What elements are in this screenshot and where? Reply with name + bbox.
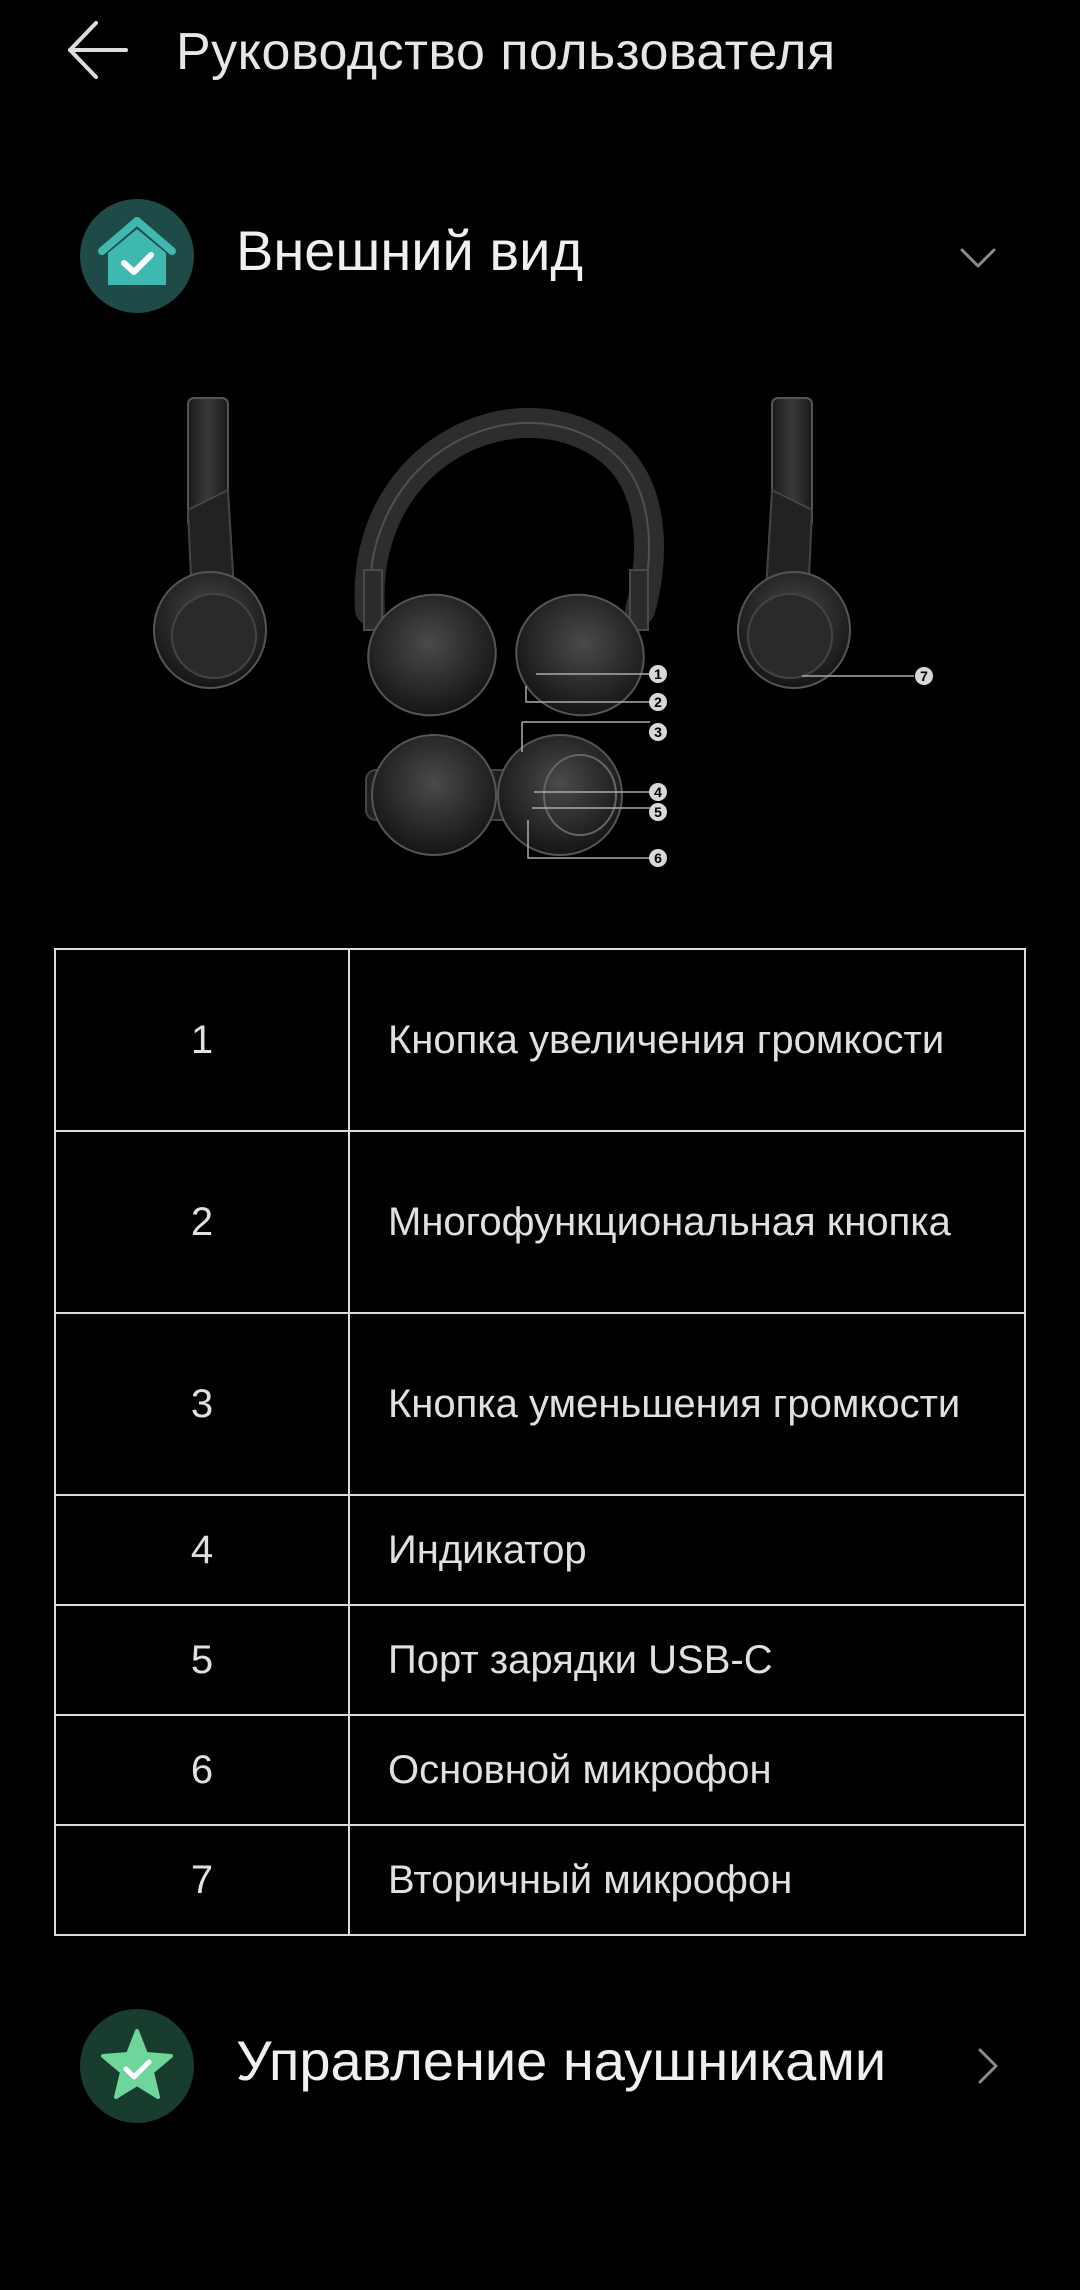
- table-row: [55, 1313, 1025, 1495]
- callout-label-2: 2: [654, 694, 662, 710]
- part-number: 5: [55, 1605, 349, 1715]
- table-row: [55, 1605, 1025, 1715]
- part-description: Кнопка уменьшения громкости: [349, 1313, 1025, 1495]
- headphones-side-right: [738, 398, 850, 688]
- table-row: [55, 1495, 1025, 1605]
- headphones-diagram: [140, 390, 960, 890]
- part-description: Кнопка увеличения громкости: [349, 949, 1025, 1131]
- back-button[interactable]: [60, 15, 140, 85]
- callout-label-5: 5: [654, 804, 662, 820]
- chevron-down-icon[interactable]: [958, 244, 998, 272]
- part-description: Основной микрофон: [349, 1715, 1025, 1825]
- part-number: 3: [55, 1313, 349, 1495]
- callout-label-1: 1: [654, 666, 662, 682]
- callout-label-6: 6: [654, 850, 662, 866]
- headphones-side-left: [154, 398, 266, 688]
- home-check-icon: [80, 199, 194, 313]
- section-title: Внешний вид: [236, 219, 584, 282]
- app-header: [0, 0, 1080, 110]
- section-title: Управление наушниками: [236, 2029, 887, 2092]
- part-number: 7: [55, 1825, 349, 1935]
- callout-label-4: 4: [654, 784, 662, 800]
- callout-label-7: 7: [920, 668, 928, 684]
- headphones-front: [355, 423, 658, 730]
- page-title: Руководство пользователя: [176, 23, 836, 81]
- part-description: Индикатор: [349, 1495, 1025, 1605]
- section-appearance-header[interactable]: [0, 196, 1080, 316]
- section-controls-header[interactable]: [0, 2006, 1080, 2126]
- parts-table: [54, 948, 1026, 1936]
- star-check-icon: [80, 2009, 194, 2123]
- table-row: [55, 1131, 1025, 1313]
- part-number: 6: [55, 1715, 349, 1825]
- table-row: [55, 1715, 1025, 1825]
- part-description: Многофункциональная кнопка: [349, 1131, 1025, 1313]
- part-number: 1: [55, 949, 349, 1131]
- table-row: [55, 1825, 1025, 1935]
- part-number: 4: [55, 1495, 349, 1605]
- headphones-folded: [366, 735, 622, 855]
- part-description: Вторичный микрофон: [349, 1825, 1025, 1935]
- part-description: Порт зарядки USB-C: [349, 1605, 1025, 1715]
- chevron-right-icon[interactable]: [974, 2046, 1002, 2086]
- table-row: [55, 949, 1025, 1131]
- callout-label-3: 3: [654, 724, 662, 740]
- arrow-left-icon: [60, 15, 140, 85]
- part-number: 2: [55, 1131, 349, 1313]
